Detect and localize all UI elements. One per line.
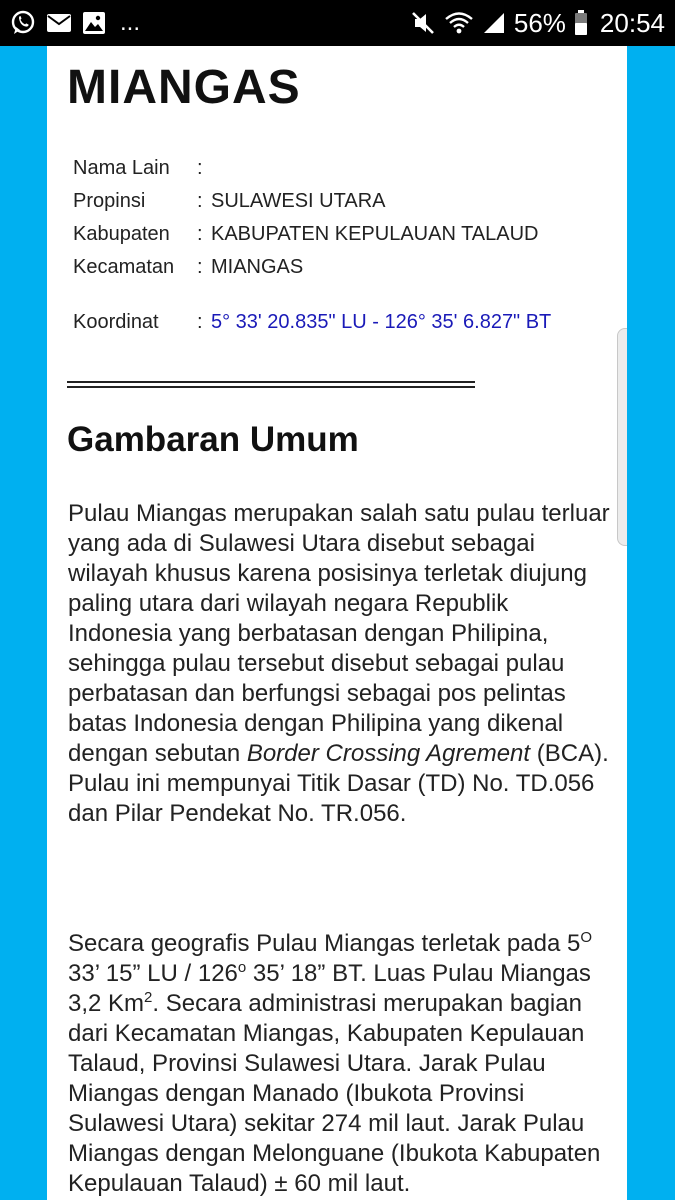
clock: 20:54 (599, 7, 665, 38)
paragraph-text: . Secara administrasi merupakan bagian dari Kecamatan Miangas, Kabupaten Kepulauan Talaud, Provinsi Sulawesi Utara. Jarak Pulau Miangas dengan Manado (Ibukota Provinsi Sulawesi Utara) sekitar 274 mil laut. Jarak Pulau Miangas dengan Melonguane (Ibukota Kabupaten Kepulauan Talaud) ± 60 mil laut. (68, 990, 601, 1197)
paragraph-text: Secara geografis Pulau Miangas terletak pada 5 (68, 930, 581, 957)
info-value: SULAWESI UTARA (211, 190, 386, 212)
info-value: MIANGAS (211, 256, 304, 278)
notification-icons (10, 10, 140, 36)
battery-percentage: 56% (513, 7, 566, 38)
scroll-handle[interactable] (617, 328, 627, 546)
email-icon (46, 12, 72, 34)
superscript: O (580, 929, 592, 946)
paragraph-text: 35’ 18” BT. Luas Pulau Miangas 3,2 Km (68, 960, 591, 1017)
paragraph-text: (BCA). Pulau ini mempunyai Titik Dasar (TD) No. TD.056 dan Pilar Pendekat No. TR.056. (68, 740, 609, 827)
paragraph-text: 33’ 15” LU / 126 (68, 960, 238, 987)
mute-icon (410, 10, 436, 36)
whatsapp-icon (10, 10, 36, 36)
section-title: Gambaran Umum (67, 420, 359, 459)
info-table (73, 152, 551, 339)
info-separator: : (197, 223, 203, 245)
battery-icon (574, 10, 588, 36)
more-notifications: ... (120, 9, 141, 36)
gallery-icon (82, 11, 106, 35)
info-separator: : (197, 157, 203, 179)
article-page (47, 46, 627, 1200)
info-label: Koordinat (73, 311, 159, 333)
wifi-icon (444, 10, 474, 36)
info-separator: : (197, 190, 203, 212)
info-separator: : (197, 256, 203, 278)
info-row-nama-lain (73, 152, 551, 185)
paragraph-italic-term: Border Crossing Agrement (246, 740, 531, 767)
info-row-kabupaten (73, 218, 551, 251)
info-label: Nama Lain (73, 157, 170, 179)
info-spacer (73, 284, 551, 306)
paragraph-geography (68, 929, 613, 1199)
info-row-koordinat (73, 306, 551, 339)
info-row-propinsi (73, 185, 551, 218)
signal-icon (482, 11, 506, 35)
superscript: 2 (144, 989, 153, 1006)
coordinate-link[interactable]: 5° 33' 20.835" LU - 126° 35' 6.827" BT (211, 311, 552, 333)
info-row-kecamatan (73, 251, 551, 284)
info-value: KABUPATEN KEPULAUAN TALAUD (211, 223, 539, 245)
page-title: MIANGAS (67, 61, 301, 114)
info-label: Kabupaten (73, 223, 170, 245)
info-label: Kecamatan (73, 256, 175, 278)
system-icons (410, 8, 665, 39)
divider (67, 381, 475, 388)
info-label: Propinsi (73, 190, 146, 212)
info-value (211, 152, 551, 185)
paragraph-text: Pulau Miangas merupakan salah satu pulau terluar yang ada di Sulawesi Utara disebut sebagai wilayah khusus karena posisinya terletak diujung paling utara dari wilayah negara Republik Indonesia yang berbatasan dengan Philipina, sehingga pulau tersebut disebut sebagai pulau perbatasan dan berfungsi sebagai pos pelintas batas Indonesia dengan Philipina yang dikenal dengan sebutan (68, 500, 610, 767)
info-separator: : (197, 311, 203, 333)
superscript: o (237, 959, 247, 976)
paragraph-overview (68, 499, 613, 829)
status-bar (0, 0, 675, 46)
